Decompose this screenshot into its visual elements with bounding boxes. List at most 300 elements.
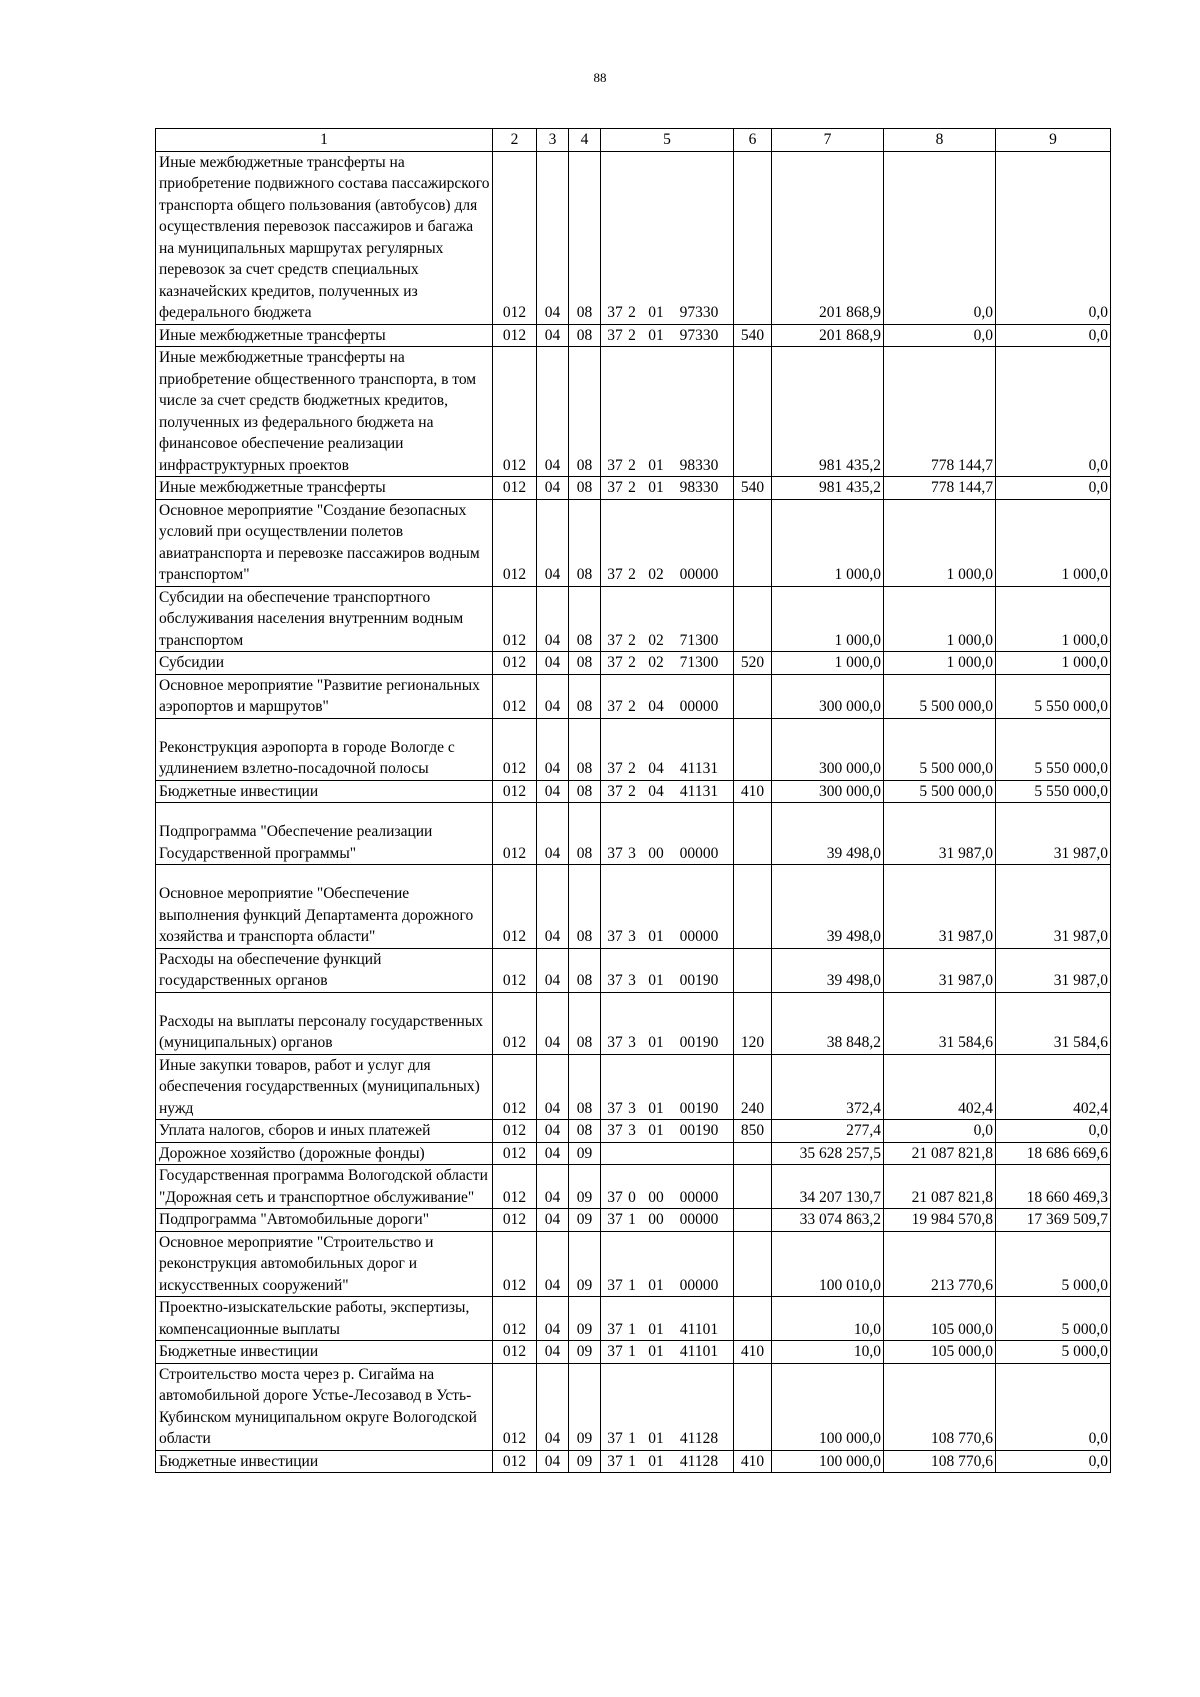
target-article-part: 00190 [679,1099,719,1117]
target-article-part: 37 [607,1452,623,1470]
target-article-part: 01 [648,972,664,989]
code-expense-type [734,499,772,586]
code-expense-type: 240 [734,1054,772,1120]
amount-col-9: 0,0 [996,151,1111,324]
target-article-part: 37 [607,456,623,474]
amount-col-8: 5 500 000,0 [884,780,996,803]
code-expense-type [734,1209,772,1232]
code-section: 04 [537,586,569,652]
code-expense-type: 540 [734,324,772,347]
col-header-1: 1 [156,129,493,152]
target-article-part: 37 [607,698,623,715]
code-subsection: 08 [569,1120,601,1143]
row-name: Бюджетные инвестиции [156,1450,493,1473]
amount-col-9: 18 660 469,3 [996,1165,1111,1209]
row-name: Проектно-изыскательские работы, экспертизы, компенсационные выплаты [156,1297,493,1341]
target-article-part: 37 [607,566,623,583]
code-section: 04 [537,674,569,718]
row-name: Дорожное хозяйство (дорожные фонды) [156,1142,493,1165]
table-row [156,1120,1111,1143]
amount-col-9: 0,0 [996,1450,1111,1473]
target-article-part: 41131 [679,760,719,777]
table-row [156,586,1111,652]
amount-col-9: 31 987,0 [996,865,1111,949]
amount-col-9: 1 000,0 [996,586,1111,652]
budget-table [155,128,1111,1473]
code-target-article [601,324,734,347]
amount-col-7: 35 628 257,5 [772,1142,884,1165]
target-article-part: 00000 [679,1211,719,1228]
col-header-6: 6 [734,129,772,152]
code-section: 04 [537,780,569,803]
code-target-article [601,780,734,803]
target-article-part: 00190 [679,1122,719,1139]
amount-col-9: 402,4 [996,1054,1111,1120]
code-target-article [601,1297,734,1341]
table-row [156,948,1111,992]
code-subsection: 09 [569,1450,601,1473]
code-expense-type [734,718,772,780]
amount-col-8: 1 000,0 [884,586,996,652]
target-article-part: 2 [628,631,636,649]
code-subsection: 09 [569,1297,601,1341]
amount-col-8: 778 144,7 [884,347,996,477]
target-article-part: 97330 [679,326,719,344]
amount-col-9: 1 000,0 [996,652,1111,675]
amount-col-9: 5 000,0 [996,1341,1111,1364]
code-subsection: 08 [569,652,601,675]
row-name: Государственная программа Вологодской области "Дорожная сеть и транспортное обслуживание" [156,1165,493,1209]
amount-col-8: 105 000,0 [884,1341,996,1364]
code-target-article [601,1165,734,1209]
code-section: 04 [537,477,569,500]
table-row [156,865,1111,949]
amount-col-8: 1 000,0 [884,652,996,675]
code-section: 04 [537,718,569,780]
target-article-part: 71300 [679,631,719,649]
target-article-part: 37 [607,760,623,777]
target-article-part: 01 [648,304,664,321]
col-header-4: 4 [569,129,601,152]
target-article-part: 37 [607,1034,623,1051]
row-name: Иные межбюджетные трансферты [156,324,493,347]
target-article-part: 2 [628,304,636,321]
row-name: Основное мероприятие "Создание безопасных условий при осуществлении полетов авиатранспорта и перевозке пассажиров водным транспортом" [156,499,493,586]
row-name: Расходы на обеспечение функций государственных органов [156,948,493,992]
row-name: Строительство моста через р. Сигайма на автомобильной дороге Устье-Лесозавод в Усть-Кубинском муниципальном округе Вологодской области [156,1363,493,1450]
code-subsection: 08 [569,499,601,586]
code-expense-type: 410 [734,780,772,803]
amount-col-7: 300 000,0 [772,674,884,718]
target-article-part: 37 [607,1430,623,1447]
target-article-part: 01 [648,1452,664,1470]
page-number: 88 [593,70,607,85]
code-subsection: 08 [569,948,601,992]
code-target-article [601,865,734,949]
code-subsection: 08 [569,780,601,803]
amount-col-7: 38 848,2 [772,992,884,1054]
code-subsection: 09 [569,1209,601,1232]
code-section: 04 [537,151,569,324]
col-header-9: 9 [996,129,1111,152]
code-ministry: 012 [493,948,537,992]
code-expense-type [734,1142,772,1165]
row-name: Бюджетные инвестиции [156,780,493,803]
table-row [156,1297,1111,1341]
code-expense-type: 120 [734,992,772,1054]
amount-col-8: 19 984 570,8 [884,1209,996,1232]
amount-col-8: 31 987,0 [884,948,996,992]
row-name: Субсидии [156,652,493,675]
code-target-article [601,151,734,324]
amount-col-8: 31 987,0 [884,865,996,949]
amount-col-9: 5 550 000,0 [996,674,1111,718]
code-target-article [601,803,734,865]
row-name: Основное мероприятие "Развитие региональных аэропортов и маршрутов" [156,674,493,718]
code-expense-type: 410 [734,1450,772,1473]
code-expense-type [734,151,772,324]
target-article-part: 2 [628,760,636,777]
target-article-part: 37 [607,654,623,671]
table-row [156,477,1111,500]
code-expense-type [734,674,772,718]
table-row [156,1054,1111,1120]
code-target-article [601,674,734,718]
code-ministry: 012 [493,652,537,675]
code-section: 04 [537,1450,569,1473]
amount-col-8: 213 770,6 [884,1231,996,1297]
code-section: 04 [537,803,569,865]
code-expense-type [734,1231,772,1297]
code-ministry: 012 [493,1231,537,1297]
amount-col-9: 0,0 [996,477,1111,500]
row-name: Реконструкция аэропорта в городе Вологде с удлинением взлетно-посадочной полосы [156,718,493,780]
code-ministry: 012 [493,1120,537,1143]
code-expense-type: 850 [734,1120,772,1143]
code-ministry: 012 [493,477,537,500]
amount-col-7: 39 498,0 [772,803,884,865]
code-ministry: 012 [493,151,537,324]
amount-col-9: 5 550 000,0 [996,780,1111,803]
code-target-article [601,652,734,675]
target-article-part: 37 [607,1276,623,1294]
code-target-article [601,1054,734,1120]
code-subsection: 08 [569,324,601,347]
code-subsection: 08 [569,992,601,1054]
amount-col-7: 201 868,9 [772,151,884,324]
row-name: Бюджетные инвестиции [156,1341,493,1364]
code-section: 04 [537,1142,569,1165]
target-article-part: 1 [628,1343,636,1360]
target-article-part: 0 [628,1188,636,1206]
amount-col-7: 1 000,0 [772,499,884,586]
target-article-part: 2 [628,698,636,715]
target-article-part: 01 [648,479,664,496]
table-row [156,324,1111,347]
amount-col-7: 100 000,0 [772,1450,884,1473]
amount-col-7: 981 435,2 [772,477,884,500]
table-row [156,718,1111,780]
target-article-part: 98330 [679,479,719,496]
amount-col-7: 277,4 [772,1120,884,1143]
table-row [156,1231,1111,1297]
target-article-part: 41101 [679,1343,719,1360]
amount-col-8: 0,0 [884,324,996,347]
amount-col-8: 1 000,0 [884,499,996,586]
code-target-article [601,1363,734,1450]
target-article-part: 37 [607,1343,623,1360]
target-article-part: 2 [628,782,636,800]
row-name: Иные закупки товаров, работ и услуг для обеспечения государственных (муниципальных) нужд [156,1054,493,1120]
table-row [156,674,1111,718]
code-ministry: 012 [493,324,537,347]
amount-col-8: 0,0 [884,1120,996,1143]
target-article-part: 41128 [679,1452,719,1470]
amount-col-8: 5 500 000,0 [884,718,996,780]
amount-col-9: 5 000,0 [996,1297,1111,1341]
col-header-3: 3 [537,129,569,152]
amount-col-8: 402,4 [884,1054,996,1120]
target-article-part: 2 [628,479,636,496]
target-article-part: 00000 [679,1276,719,1294]
target-article-part: 00190 [679,1034,719,1051]
target-article-part: 3 [628,844,636,862]
target-article-part: 1 [628,1430,636,1447]
amount-col-9: 31 584,6 [996,992,1111,1054]
target-article-part: 02 [648,631,664,649]
amount-col-9: 0,0 [996,1363,1111,1450]
code-target-article [601,718,734,780]
target-article-part: 00000 [679,566,719,583]
row-name: Расходы на выплаты персоналу государственных (муниципальных) органов [156,992,493,1054]
amount-col-8: 105 000,0 [884,1297,996,1341]
amount-col-9: 1 000,0 [996,499,1111,586]
target-article-part: 98330 [679,456,719,474]
target-article-part: 37 [607,1188,623,1206]
target-article-part: 41131 [679,782,719,800]
code-expense-type [734,948,772,992]
target-article-part: 01 [648,928,664,945]
code-ministry: 012 [493,1341,537,1364]
target-article-part: 2 [628,566,636,583]
row-name: Иные межбюджетные трансферты на приобретение общественного транспорта, в том числе за счет средств бюджетных кредитов, полученных из федерального бюджета на финансовое обеспечение реализации инфраструктурных проектов [156,347,493,477]
amount-col-7: 100 000,0 [772,1363,884,1450]
code-section: 04 [537,1363,569,1450]
amount-col-9: 5 550 000,0 [996,718,1111,780]
code-target-article [601,1231,734,1297]
code-target-article [601,1341,734,1364]
table-row [156,780,1111,803]
target-article-part: 1 [628,1452,636,1470]
amount-col-7: 10,0 [772,1341,884,1364]
table-row [156,499,1111,586]
code-section: 04 [537,652,569,675]
target-article-part: 2 [628,326,636,344]
code-section: 04 [537,865,569,949]
target-article-part: 1 [628,1320,636,1338]
amount-col-8: 5 500 000,0 [884,674,996,718]
target-article-part: 00190 [679,972,719,989]
amount-col-7: 1 000,0 [772,652,884,675]
code-subsection: 08 [569,865,601,949]
code-ministry: 012 [493,1142,537,1165]
code-target-article [601,1209,734,1232]
table-row [156,1209,1111,1232]
target-article-part: 00000 [679,698,719,715]
target-article-part: 2 [628,456,636,474]
code-section: 04 [537,1165,569,1209]
amount-col-7: 300 000,0 [772,780,884,803]
code-section: 04 [537,992,569,1054]
amount-col-8: 0,0 [884,151,996,324]
target-article-part: 37 [607,326,623,344]
code-ministry: 012 [493,586,537,652]
target-article-part: 37 [607,1320,623,1338]
target-article-part: 04 [648,782,664,800]
target-article-part: 37 [607,972,623,989]
amount-col-8: 778 144,7 [884,477,996,500]
code-subsection: 09 [569,1363,601,1450]
header-row [156,129,1111,152]
code-section: 04 [537,1209,569,1232]
code-ministry: 012 [493,992,537,1054]
code-section: 04 [537,324,569,347]
code-section: 04 [537,1120,569,1143]
code-subsection: 09 [569,1231,601,1297]
code-subsection: 08 [569,347,601,477]
code-ministry: 012 [493,1054,537,1120]
code-subsection: 09 [569,1165,601,1209]
target-article-part: 37 [607,1099,623,1117]
amount-col-9: 5 000,0 [996,1231,1111,1297]
target-article-part: 01 [648,326,664,344]
code-ministry: 012 [493,674,537,718]
code-ministry: 012 [493,347,537,477]
amount-col-7: 34 207 130,7 [772,1165,884,1209]
amount-col-7: 300 000,0 [772,718,884,780]
target-article-part: 00 [648,1188,664,1206]
code-subsection: 08 [569,151,601,324]
amount-col-9: 17 369 509,7 [996,1209,1111,1232]
code-target-article [601,586,734,652]
code-target-article [601,477,734,500]
target-article-part: 97330 [679,304,719,321]
target-article-part: 37 [607,1211,623,1228]
amount-col-7: 372,4 [772,1054,884,1120]
target-article-part: 01 [648,1099,664,1117]
target-article-part: 04 [648,698,664,715]
amount-col-8: 31 987,0 [884,803,996,865]
amount-col-7: 10,0 [772,1297,884,1341]
target-article-part: 01 [648,1122,664,1139]
target-article-part: 00 [648,844,664,862]
code-expense-type [734,1363,772,1450]
code-ministry: 012 [493,1297,537,1341]
code-section: 04 [537,1297,569,1341]
code-expense-type: 410 [734,1341,772,1364]
code-section: 04 [537,499,569,586]
amount-col-8: 31 584,6 [884,992,996,1054]
code-section: 04 [537,948,569,992]
code-section: 04 [537,1341,569,1364]
code-section: 04 [537,1054,569,1120]
code-target-article [601,1120,734,1143]
code-target-article [601,948,734,992]
target-article-part: 01 [648,1034,664,1051]
target-article-part: 37 [607,844,623,862]
code-target-article [601,1450,734,1473]
code-subsection: 08 [569,1054,601,1120]
target-article-part: 37 [607,631,623,649]
target-article-part: 2 [628,654,636,671]
table-row [156,347,1111,477]
target-article-part: 3 [628,928,636,945]
code-expense-type: 540 [734,477,772,500]
target-article-part: 3 [628,1034,636,1051]
table-row [156,652,1111,675]
code-target-article [601,992,734,1054]
code-target-article [601,499,734,586]
amount-col-8: 108 770,6 [884,1450,996,1473]
code-subsection: 09 [569,1142,601,1165]
amount-col-7: 39 498,0 [772,948,884,992]
row-name: Подпрограмма "Автомобильные дороги" [156,1209,493,1232]
table-row [156,1165,1111,1209]
code-ministry: 012 [493,1450,537,1473]
target-article-part: 00000 [679,1188,719,1206]
col-header-5: 5 [601,129,734,152]
code-target-article [601,1142,734,1165]
code-subsection: 08 [569,718,601,780]
code-section: 04 [537,347,569,477]
code-ministry: 012 [493,1165,537,1209]
target-article-part: 37 [607,1122,623,1139]
table-row [156,151,1111,324]
amount-col-7: 1 000,0 [772,586,884,652]
code-subsection: 08 [569,586,601,652]
amount-col-9: 0,0 [996,1120,1111,1143]
code-ministry: 012 [493,718,537,780]
code-expense-type [734,586,772,652]
target-article-part: 3 [628,972,636,989]
row-name: Основное мероприятие "Обеспечение выполнения функций Департамента дорожного хозяйства и транспорта области" [156,865,493,949]
table-row [156,1142,1111,1165]
target-article-part: 1 [628,1211,636,1228]
row-name: Субсидии на обеспечение транспортного обслуживания населения внутренним водным транспортом [156,586,493,652]
amount-col-7: 100 010,0 [772,1231,884,1297]
target-article-part: 41128 [679,1430,719,1447]
code-expense-type [734,803,772,865]
amount-col-7: 201 868,9 [772,324,884,347]
code-target-article [601,347,734,477]
table-row [156,1341,1111,1364]
code-expense-type [734,1297,772,1341]
target-article-part: 02 [648,654,664,671]
target-article-part: 02 [648,566,664,583]
target-article-part: 3 [628,1122,636,1139]
table-row [156,1450,1111,1473]
col-header-8: 8 [884,129,996,152]
code-ministry: 012 [493,803,537,865]
table-row [156,1363,1111,1450]
amount-col-9: 0,0 [996,324,1111,347]
target-article-part: 3 [628,1099,636,1117]
target-article-part: 37 [607,304,623,321]
code-expense-type [734,347,772,477]
target-article-part: 00 [648,1211,664,1228]
code-subsection: 09 [569,1341,601,1364]
target-article-part: 00000 [679,844,719,862]
